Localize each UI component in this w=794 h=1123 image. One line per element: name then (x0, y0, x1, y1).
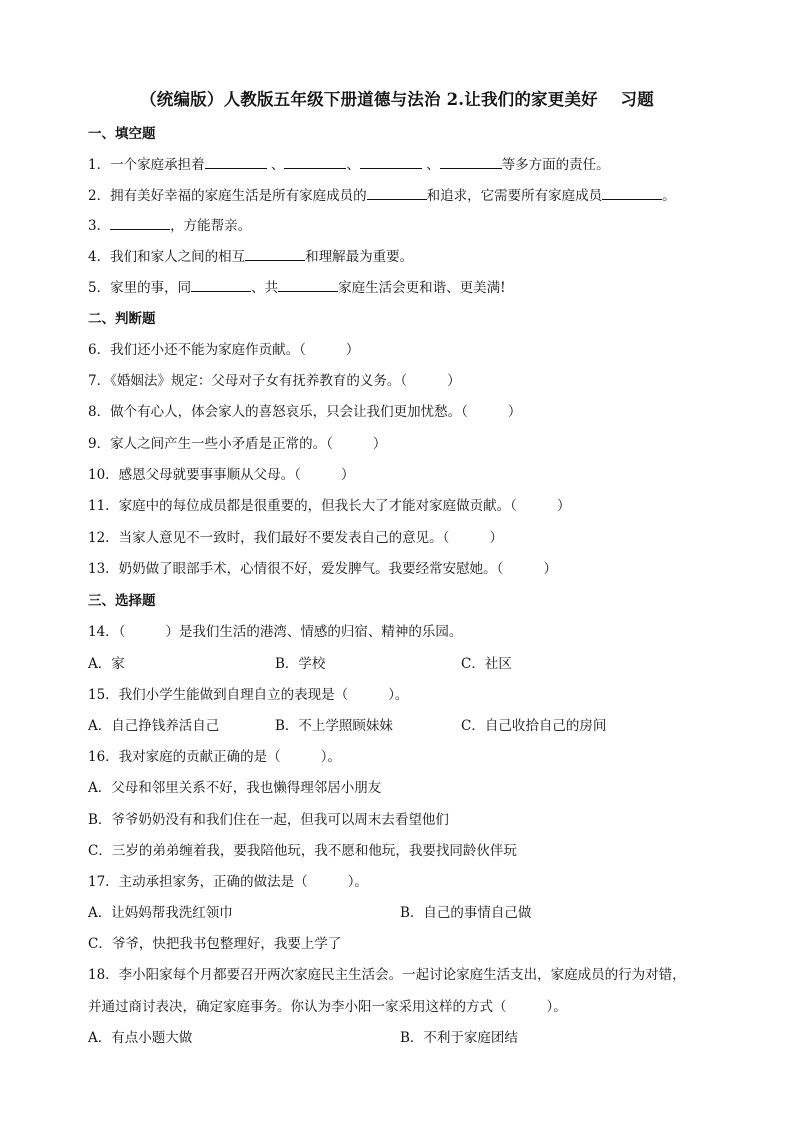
section-choice-heading: 三、选择题 (88, 593, 156, 609)
paren-close: ） (507, 404, 522, 420)
q6-text: 6．我们还小还不能为家庭作贡献。（ (88, 342, 306, 358)
option-b[interactable]: B．爷爷奶奶没有和我们住在一起，但我可以周末去看望他们 (88, 812, 449, 828)
paren-close: ） (543, 561, 557, 577)
question-7 (88, 371, 461, 391)
q18-stem-b: ）。 (546, 999, 567, 1015)
question-10 (88, 465, 354, 485)
q2-text-a: 2．拥有美好幸福的家庭生活是所有家庭成员的 (88, 188, 367, 204)
q15-stem-a: 15．我们小学生能做到自理自立的表现是（ (88, 687, 349, 703)
option-c[interactable]: C．三岁的弟弟缠着我，要我陪他玩，我不愿和他玩，我要找同龄伙伴玩 (88, 843, 517, 859)
question-8 (88, 402, 521, 422)
q18-stem-a: 并通过商讨表决，确定家庭事务。你认为李小阳一家采用这样的方式（ (88, 999, 507, 1015)
question-9 (88, 434, 386, 454)
question-6 (88, 340, 359, 360)
blank[interactable] (245, 247, 305, 261)
q4-text-b: 和理解最为重要。 (305, 249, 414, 265)
q1-text-b: 、 (270, 157, 285, 173)
question-15 (88, 685, 408, 705)
option-b[interactable]: B．不上学照顾妹妹 (275, 718, 393, 734)
page-title: （统编版）人教版五年级下册道德与法治 2.让我们的家更美好 习题 (140, 90, 654, 109)
q11-text: 11．家庭中的每位成员都是很重要的，但我长大了才能对家庭做贡献。（ (88, 498, 517, 514)
q1-text-d: 、 (426, 157, 440, 173)
question-11 (88, 496, 570, 516)
q15-stem-b: ）。 (388, 687, 409, 703)
q14-stem-a: 14．（ (88, 624, 126, 640)
question-1 (88, 155, 610, 175)
q8-text: 8．做个有心人，体会家人的喜怒哀乐，只会让我们更加忧愁。（ (88, 404, 468, 420)
q14-stem-b: ）是我们生活的港湾、情感的归宿、精神的乐园。 (165, 624, 463, 640)
blank[interactable] (367, 186, 427, 200)
blank[interactable] (205, 155, 267, 169)
q7-text: 7．《婚姻法》规定：父母对子女有抚养教育的义务。（ (88, 373, 408, 389)
question-16 (88, 747, 341, 767)
q5-text-c: 家庭生活会更和谐、更美满! (338, 280, 506, 296)
option-c[interactable]: C．社区 (461, 656, 512, 672)
q1-text-c: 、 (346, 157, 360, 173)
q3-text-b: ，方能帮亲。 (170, 218, 252, 234)
q17-stem-a: 17．主动承担家务，正确的做法是（ (88, 874, 308, 890)
blank[interactable] (191, 278, 251, 292)
option-b[interactable]: B．自己的事情自己做 (400, 905, 532, 921)
question-18-line-1: 18．李小阳家每个月都要召开两次家庭民主生活会。一起讨论家庭生活支出，家庭成员的行为对错， (88, 967, 686, 983)
q17-stem-b: ）。 (347, 874, 368, 890)
q3-text-a: 3． (88, 218, 111, 234)
option-a[interactable]: A．家 (88, 656, 125, 672)
blank[interactable] (110, 216, 170, 230)
blank[interactable] (278, 278, 338, 292)
option-b[interactable]: B．不利于家庭团结 (400, 1030, 518, 1046)
question-14 (88, 622, 462, 642)
question-18-line-2 (88, 997, 567, 1017)
paren-close: ） (556, 498, 571, 514)
paren-close: ） (489, 530, 503, 546)
option-a[interactable]: A．有点小题大做 (88, 1030, 193, 1046)
q2-text-b: 和追求，它需要所有家庭成员 (426, 188, 603, 204)
question-4 (88, 247, 413, 267)
q16-stem-a: 16．我对家庭的贡献正确的是（ (88, 749, 281, 765)
q16-stem-b: ）。 (320, 749, 341, 765)
paren-close: ） (372, 436, 387, 452)
blank[interactable] (360, 155, 422, 169)
q5-text-b: 、共 (251, 280, 279, 296)
option-a[interactable]: A．让妈妈帮我洗红领巾 (88, 905, 233, 921)
blank[interactable] (440, 155, 502, 169)
q1-text-a: 1．一个家庭承担着 (88, 157, 205, 173)
question-13 (88, 559, 557, 579)
blank[interactable] (284, 155, 346, 169)
q2-text-c: 。 (662, 188, 676, 204)
question-2 (88, 186, 676, 206)
paren-close: ） (345, 342, 360, 358)
question-5 (88, 278, 506, 298)
blank[interactable] (602, 186, 662, 200)
option-a[interactable]: A．自己挣钱养活自己 (88, 718, 220, 734)
q4-text-a: 4．我们和家人之间的相互 (88, 249, 246, 265)
option-c[interactable]: C．爷爷，快把我书包整理好，我要上学了 (88, 936, 342, 952)
option-c[interactable]: C．自己收拾自己的房间 (461, 718, 607, 734)
section-judge-heading: 二、判断题 (88, 311, 156, 327)
paren-close: ） (447, 373, 461, 389)
q13-text: 13．奶奶做了眼部手术，心情很不好，爱发脾气。我要经常安慰她。（ (88, 561, 504, 577)
q5-text-a: 5．家里的事，同 (88, 280, 192, 296)
question-17 (88, 872, 368, 892)
q9-text: 9．家人之间产生一些小矛盾是正常的。（ (88, 436, 333, 452)
option-b[interactable]: B．学校 (275, 656, 326, 672)
section-fill-heading: 一、填空题 (88, 126, 156, 142)
q10-text: 10．感恩父母就要事事顺从父母。（ (88, 467, 301, 483)
question-3 (88, 216, 251, 236)
q1-text-e: 等多方面的责任。 (501, 157, 610, 173)
q12-text: 12．当家人意见不一致时，我们最好不要发表自己的意见。（ (88, 530, 450, 546)
option-a[interactable]: A．父母和邻里关系不好，我也懒得理邻居小朋友 (88, 780, 382, 796)
question-12 (88, 528, 503, 548)
paren-close: ） (340, 467, 355, 483)
